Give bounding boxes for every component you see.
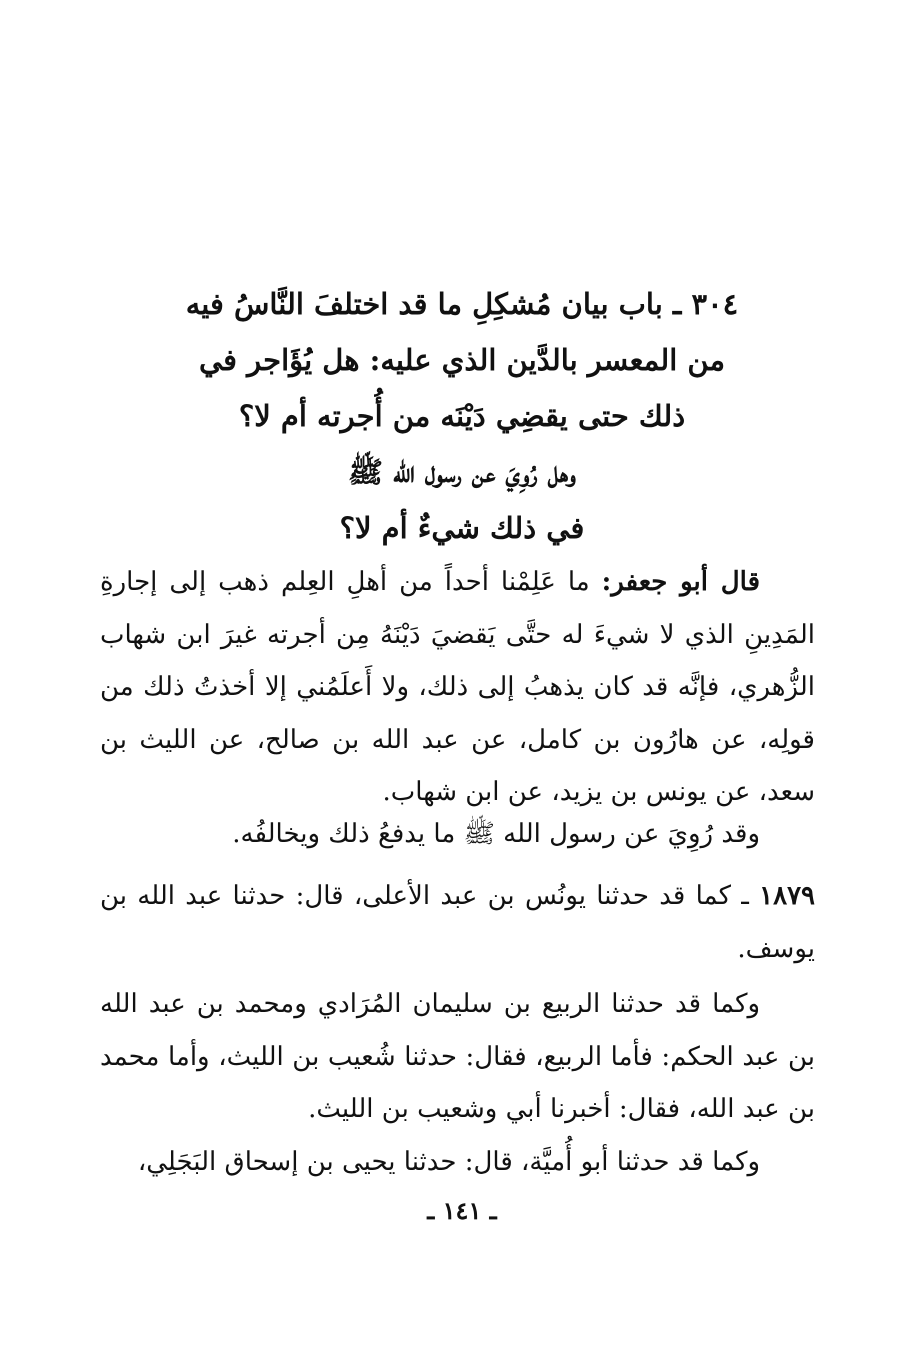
paragraph-text: وكما قد حدثنا أبو أُميَّة، قال: حدثنا يحيى بن إسحاق البَجَلِي، — [137, 1147, 760, 1177]
paragraph-chain-2 — [100, 978, 815, 1136]
heading-line: من المعسر بالدَّين الذي عليه: هل يُؤَاجر في — [199, 343, 725, 377]
page-number-text: ـ ١٤١ ـ — [427, 1196, 497, 1225]
heading-line: وهل رُوِيَ عن رسول الله ﷺ — [348, 455, 576, 489]
body-paragraph — [100, 808, 815, 861]
chapter-heading — [150, 276, 774, 556]
heading-line: في ذلك شيءٌ أم لا؟ — [339, 511, 585, 545]
paragraph-text: ـ كما قد حدثنا يونُس بن عبد الأعلى، قال: حدثنا عبد الله بن يوسف. — [100, 881, 815, 964]
paragraph-text: ما عَلِمْنا أحداً من أهلِ العِلم ذهب إلى إجارةِ المَدِينِ الذي لا شيءَ له حتَّى يَقضيَ دَيْنَهُ مِن أجرته غيرَ ابن شهاب الزُّهري، فإنَّه قد كان يذهبُ إلى ذلك، ولا أَعلَمُني إلا أخذتُ ذلك من قولِه، عن هارُون بن كامل، عن عبد الله بن صالح، عن الليث بن سعد، عن يونس بن يزيد، عن ابن شهاب. — [100, 567, 815, 807]
paragraph-lead: قال أبو جعفر: — [601, 567, 760, 597]
body-paragraph — [100, 1136, 815, 1189]
hadith-1879 — [100, 870, 815, 975]
paragraph-text: وقد رُوِيَ عن رسول الله ﷺ ما يدفعُ ذلك ويخالفُه. — [232, 819, 760, 849]
hadith-number: ١٨٧٩ — [759, 881, 815, 911]
body-paragraph — [100, 870, 815, 975]
heading-line: ٣٠٤ ـ باب بيان مُشكِلِ ما قد اختلفَ النَّاسُ فيه — [185, 287, 739, 321]
paragraph-narration — [100, 808, 815, 861]
body-paragraph — [100, 978, 815, 1136]
paragraph-abu-jafar — [100, 556, 815, 819]
paragraph-chain-3 — [100, 1136, 815, 1189]
heading-line: ذلك حتى يقضِي دَيْنَه من أُجرته أم لا؟ — [238, 399, 686, 433]
paragraph-text: وكما قد حدثنا الربيع بن سليمان المُرَادي ومحمد بن عبد الله بن عبد الحكم: فأما الربيع، فقال: حدثنا شُعيب بن الليث، وأما محمد بن عبد الله، فقال: أخبرنا أبي وشعيب بن الليث. — [100, 989, 815, 1124]
body-paragraph — [100, 556, 815, 819]
page-number — [0, 1196, 924, 1225]
